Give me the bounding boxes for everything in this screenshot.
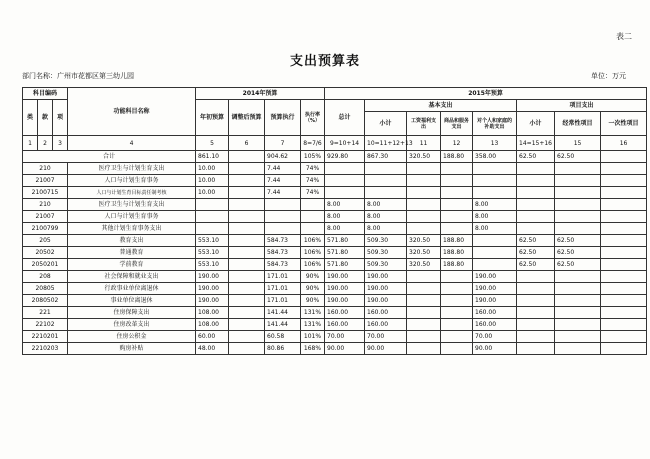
table-row [23, 259, 647, 271]
row-subtotal: 190.00 [365, 295, 407, 307]
row-code: 210 [23, 163, 68, 175]
header-initial: 年初预算 [196, 100, 229, 136]
header-total: 总计 [325, 100, 365, 136]
row-adjusted [229, 259, 265, 271]
row-p-subtotal [517, 187, 555, 199]
row-subtotal [365, 175, 407, 187]
row-total: 8.00 [325, 211, 365, 223]
row-exec: 7.44 [265, 163, 301, 175]
row-wages [407, 307, 441, 319]
header-func-name: 功能科目名称 [68, 88, 196, 136]
row-rate: 90% [301, 295, 325, 307]
unit-label: 单位：万元 [591, 72, 626, 80]
row-subtotal: 509.30 [365, 247, 407, 259]
row-name: 学前教育 [68, 259, 196, 271]
row-rate: 101% [301, 331, 325, 343]
table-row [23, 247, 647, 259]
row-onetime [601, 235, 647, 247]
header-row-1 [23, 88, 647, 100]
index-cell: 1 [23, 136, 38, 151]
row-total: 8.00 [325, 199, 365, 211]
row-p-subtotal [517, 331, 555, 343]
row-recurring [555, 331, 601, 343]
row-name: 事业单位离退休 [68, 295, 196, 307]
row-initial: 190.00 [196, 283, 229, 295]
table-row [23, 211, 647, 223]
row-name: 住房改革支出 [68, 319, 196, 331]
row-wages [407, 319, 441, 331]
row-total: 90.00 [325, 343, 365, 355]
row-goods [441, 175, 473, 187]
row-exec: 584.73 [265, 259, 301, 271]
row-rate: 131% [301, 319, 325, 331]
row-goods [441, 199, 473, 211]
header-kuan: 款 [38, 100, 53, 136]
row-adjusted [229, 283, 265, 295]
row-adjusted [229, 247, 265, 259]
total-total: 929.80 [325, 151, 365, 163]
row-exec: 141.44 [265, 307, 301, 319]
row-rate: 106% [301, 235, 325, 247]
row-total: 70.00 [325, 331, 365, 343]
row-code: 205 [23, 235, 68, 247]
row-p-subtotal [517, 271, 555, 283]
row-subsidy: 190.00 [473, 283, 517, 295]
row-exec: 141.44 [265, 319, 301, 331]
header-execution: 预算执行 [265, 100, 301, 136]
row-code: 20805 [23, 283, 68, 295]
row-initial [196, 211, 229, 223]
row-rate: 74% [301, 175, 325, 187]
row-subtotal: 190.00 [365, 271, 407, 283]
row-total: 160.00 [325, 319, 365, 331]
row-onetime [601, 283, 647, 295]
row-adjusted [229, 343, 265, 355]
row-wages [407, 223, 441, 235]
index-cell: 8=7/6 [301, 136, 325, 151]
row-recurring [555, 307, 601, 319]
row-subtotal: 190.00 [365, 283, 407, 295]
row-subsidy: 190.00 [473, 295, 517, 307]
row-subtotal: 8.00 [365, 223, 407, 235]
row-name: 人口与计划生育目标责任制考核 [68, 187, 196, 199]
row-adjusted [229, 235, 265, 247]
row-onetime [601, 307, 647, 319]
row-subsidy: 70.00 [473, 331, 517, 343]
row-subtotal: 160.00 [365, 307, 407, 319]
index-cell: 4 [68, 136, 196, 151]
row-onetime [601, 259, 647, 271]
row-goods [441, 343, 473, 355]
table-row [23, 343, 647, 355]
row-code: 2100799 [23, 223, 68, 235]
total-rate: 105% [301, 151, 325, 163]
row-initial: 60.00 [196, 331, 229, 343]
index-cell: 3 [53, 136, 68, 151]
row-goods [441, 295, 473, 307]
row-subtotal: 8.00 [365, 199, 407, 211]
row-recurring [555, 319, 601, 331]
row-onetime [601, 187, 647, 199]
row-rate: 106% [301, 247, 325, 259]
row-onetime [601, 163, 647, 175]
row-p-subtotal [517, 295, 555, 307]
row-initial: 190.00 [196, 271, 229, 283]
index-cell: 2 [38, 136, 53, 151]
row-p-subtotal: 62.50 [517, 247, 555, 259]
row-total: 571.80 [325, 235, 365, 247]
row-name: 医疗卫生与计划生育支出 [68, 199, 196, 211]
header-exec-rate: 执行率（%） [301, 100, 325, 136]
row-subtotal: 70.00 [365, 331, 407, 343]
row-rate: 131% [301, 307, 325, 319]
row-wages: 320.50 [407, 247, 441, 259]
row-exec: 584.73 [265, 235, 301, 247]
total-adjusted [229, 151, 265, 163]
row-exec: 7.44 [265, 175, 301, 187]
row-adjusted [229, 223, 265, 235]
row-adjusted [229, 211, 265, 223]
row-code: 2210201 [23, 331, 68, 343]
row-adjusted [229, 295, 265, 307]
table-row [23, 283, 647, 295]
index-cell: 14=15+16 [517, 136, 555, 151]
row-code: 2080502 [23, 295, 68, 307]
row-name: 教育支出 [68, 235, 196, 247]
row-initial: 10.00 [196, 163, 229, 175]
table-row [23, 331, 647, 343]
row-subsidy: 160.00 [473, 319, 517, 331]
row-total [325, 175, 365, 187]
header-goods: 商品和服务支出 [441, 112, 473, 136]
row-p-subtotal [517, 307, 555, 319]
row-name: 住房公积金 [68, 331, 196, 343]
total-onetime [601, 151, 647, 163]
page-title: 支出预算表 [289, 54, 360, 69]
row-wages [407, 331, 441, 343]
row-total: 190.00 [325, 295, 365, 307]
row-onetime [601, 295, 647, 307]
table-row [23, 319, 647, 331]
row-p-subtotal [517, 283, 555, 295]
total-wages: 320.50 [407, 151, 441, 163]
row-p-subtotal [517, 163, 555, 175]
index-cell: 9=10+14 [325, 136, 365, 151]
row-initial: 553.10 [196, 235, 229, 247]
row-onetime [601, 175, 647, 187]
row-subtotal: 509.30 [365, 259, 407, 271]
row-goods [441, 271, 473, 283]
header-recurring: 经常性项目 [555, 112, 601, 136]
total-initial: 861.10 [196, 151, 229, 163]
row-rate: 90% [301, 283, 325, 295]
row-onetime [601, 247, 647, 259]
row-rate: 74% [301, 163, 325, 175]
header-xiang: 项 [53, 100, 68, 136]
row-p-subtotal [517, 223, 555, 235]
row-name: 人口与计划生育事务 [68, 175, 196, 187]
row-total: 190.00 [325, 283, 365, 295]
row-name: 人口与计划生育事务 [68, 211, 196, 223]
row-subsidy: 190.00 [473, 271, 517, 283]
row-code: 20502 [23, 247, 68, 259]
row-exec: 171.01 [265, 271, 301, 283]
header-budget-2015: 2015年预算 [325, 88, 647, 100]
row-onetime [601, 343, 647, 355]
row-initial: 108.00 [196, 307, 229, 319]
row-exec [265, 199, 301, 211]
row-onetime [601, 199, 647, 211]
table-number-label: 表二 [616, 32, 632, 41]
row-recurring [555, 223, 601, 235]
index-cell: 16 [601, 136, 647, 151]
row-wages: 320.50 [407, 259, 441, 271]
index-cell: 5 [196, 136, 229, 151]
row-recurring: 62.50 [555, 235, 601, 247]
row-subtotal [365, 163, 407, 175]
row-total: 571.80 [325, 259, 365, 271]
row-goods [441, 187, 473, 199]
row-rate: 90% [301, 271, 325, 283]
row-recurring [555, 271, 601, 283]
row-rate [301, 211, 325, 223]
index-cell: 7 [265, 136, 301, 151]
row-code: 208 [23, 271, 68, 283]
row-subsidy: 8.00 [473, 199, 517, 211]
row-name: 社会保障和就业支出 [68, 271, 196, 283]
header-project: 项目支出 [517, 100, 647, 112]
row-total: 190.00 [325, 271, 365, 283]
header-subsidy: 对个人和家庭的补助支出 [473, 112, 517, 136]
row-total [325, 163, 365, 175]
row-initial: 10.00 [196, 175, 229, 187]
row-code: 21007 [23, 175, 68, 187]
row-exec: 60.58 [265, 331, 301, 343]
header-budget-2014: 2014年预算 [196, 88, 325, 100]
row-onetime [601, 223, 647, 235]
department-name: 部门名称：广州市花都区第三幼儿园 [22, 72, 134, 80]
row-code: 2100715 [23, 187, 68, 199]
row-wages [407, 199, 441, 211]
row-goods: 188.80 [441, 247, 473, 259]
row-adjusted [229, 331, 265, 343]
header-subject-code: 科目编码 [23, 88, 68, 100]
row-adjusted [229, 307, 265, 319]
row-wages [407, 283, 441, 295]
row-wages [407, 271, 441, 283]
row-subtotal: 90.00 [365, 343, 407, 355]
row-code: 2050201 [23, 259, 68, 271]
row-subsidy: 8.00 [473, 223, 517, 235]
row-wages: 320.50 [407, 235, 441, 247]
row-recurring: 62.50 [555, 259, 601, 271]
row-initial: 10.00 [196, 187, 229, 199]
index-cell: 12 [441, 136, 473, 151]
index-cell: 10=11+12+13 [365, 136, 407, 151]
index-cell: 13 [473, 136, 517, 151]
row-recurring [555, 283, 601, 295]
row-initial: 190.00 [196, 295, 229, 307]
row-adjusted [229, 271, 265, 283]
row-rate: 106% [301, 259, 325, 271]
row-code: 2210203 [23, 343, 68, 355]
row-p-subtotal: 62.50 [517, 235, 555, 247]
row-adjusted [229, 175, 265, 187]
row-wages [407, 163, 441, 175]
row-code: 21007 [23, 211, 68, 223]
row-rate: 74% [301, 187, 325, 199]
row-goods [441, 211, 473, 223]
total-label: 合计 [23, 151, 196, 163]
total-subtotal: 867.30 [365, 151, 407, 163]
row-subtotal: 8.00 [365, 211, 407, 223]
row-exec: 80.86 [265, 343, 301, 355]
row-subsidy: 90.00 [473, 343, 517, 355]
row-code: 22102 [23, 319, 68, 331]
row-exec [265, 223, 301, 235]
index-cell: 11 [407, 136, 441, 151]
table-row [23, 187, 647, 199]
row-onetime [601, 271, 647, 283]
row-subtotal: 509.30 [365, 235, 407, 247]
table-row [23, 175, 647, 187]
row-goods [441, 331, 473, 343]
row-recurring: 62.50 [555, 247, 601, 259]
row-exec [265, 211, 301, 223]
row-goods [441, 223, 473, 235]
row-recurring [555, 163, 601, 175]
row-onetime [601, 331, 647, 343]
row-p-subtotal: 62.50 [517, 259, 555, 271]
row-name: 普通教育 [68, 247, 196, 259]
row-exec: 171.01 [265, 295, 301, 307]
row-subtotal: 160.00 [365, 319, 407, 331]
row-goods [441, 319, 473, 331]
row-p-subtotal [517, 211, 555, 223]
header-adjusted: 调整后预算 [229, 100, 265, 136]
row-goods: 188.80 [441, 259, 473, 271]
table-row [23, 199, 647, 211]
total-p-subtotal: 62.50 [517, 151, 555, 163]
row-code: 210 [23, 199, 68, 211]
row-rate [301, 199, 325, 211]
table-row [23, 223, 647, 235]
row-subtotal [365, 187, 407, 199]
row-recurring [555, 175, 601, 187]
row-goods [441, 283, 473, 295]
row-subsidy [473, 235, 517, 247]
index-row [23, 136, 647, 151]
row-goods: 188.80 [441, 235, 473, 247]
row-initial: 48.00 [196, 343, 229, 355]
row-wages [407, 175, 441, 187]
row-onetime [601, 211, 647, 223]
row-wages [407, 343, 441, 355]
row-wages [407, 187, 441, 199]
total-subsidy: 358.00 [473, 151, 517, 163]
row-p-subtotal [517, 343, 555, 355]
row-code: 221 [23, 307, 68, 319]
row-total [325, 187, 365, 199]
row-wages [407, 211, 441, 223]
total-row [23, 151, 647, 163]
table-row [23, 307, 647, 319]
row-adjusted [229, 163, 265, 175]
row-initial: 553.10 [196, 259, 229, 271]
row-recurring [555, 295, 601, 307]
row-subsidy [473, 163, 517, 175]
row-exec: 584.73 [265, 247, 301, 259]
row-total: 160.00 [325, 307, 365, 319]
header-lei: 类 [23, 100, 38, 136]
row-subsidy [473, 175, 517, 187]
row-initial: 553.10 [196, 247, 229, 259]
table-row [23, 235, 647, 247]
row-recurring [555, 211, 601, 223]
row-initial: 108.00 [196, 319, 229, 331]
header-subtotal: 小计 [365, 112, 407, 136]
table-row [23, 271, 647, 283]
budget-table [22, 87, 647, 355]
row-p-subtotal [517, 199, 555, 211]
total-exec: 904.62 [265, 151, 301, 163]
row-total: 8.00 [325, 223, 365, 235]
header-basic: 基本支出 [365, 100, 517, 112]
header-wages: 工资福利支出 [407, 112, 441, 136]
row-adjusted [229, 319, 265, 331]
total-goods: 188.80 [441, 151, 473, 163]
row-subsidy: 8.00 [473, 211, 517, 223]
row-p-subtotal [517, 319, 555, 331]
total-recurring: 62.50 [555, 151, 601, 163]
row-exec: 171.01 [265, 283, 301, 295]
index-cell: 15 [555, 136, 601, 151]
header-p-subtotal: 小计 [517, 112, 555, 136]
row-goods [441, 163, 473, 175]
header-onetime: 一次性项目 [601, 112, 647, 136]
row-initial [196, 223, 229, 235]
row-adjusted [229, 199, 265, 211]
row-recurring [555, 343, 601, 355]
row-subsidy [473, 187, 517, 199]
row-recurring [555, 187, 601, 199]
row-recurring [555, 199, 601, 211]
row-rate [301, 223, 325, 235]
row-wages [407, 295, 441, 307]
row-name: 医疗卫生与计划生育支出 [68, 163, 196, 175]
row-adjusted [229, 187, 265, 199]
table-row [23, 163, 647, 175]
row-subsidy [473, 247, 517, 259]
row-subsidy [473, 259, 517, 271]
row-name: 行政事业单位离退休 [68, 283, 196, 295]
row-goods [441, 307, 473, 319]
row-initial [196, 199, 229, 211]
row-name: 住房保障支出 [68, 307, 196, 319]
index-cell: 6 [229, 136, 265, 151]
row-exec: 7.44 [265, 187, 301, 199]
row-subsidy: 160.00 [473, 307, 517, 319]
row-rate: 168% [301, 343, 325, 355]
table-row [23, 295, 647, 307]
row-p-subtotal [517, 175, 555, 187]
row-name: 其他计划生育事务支出 [68, 223, 196, 235]
row-total: 571.80 [325, 247, 365, 259]
row-name: 购房补贴 [68, 343, 196, 355]
row-onetime [601, 319, 647, 331]
